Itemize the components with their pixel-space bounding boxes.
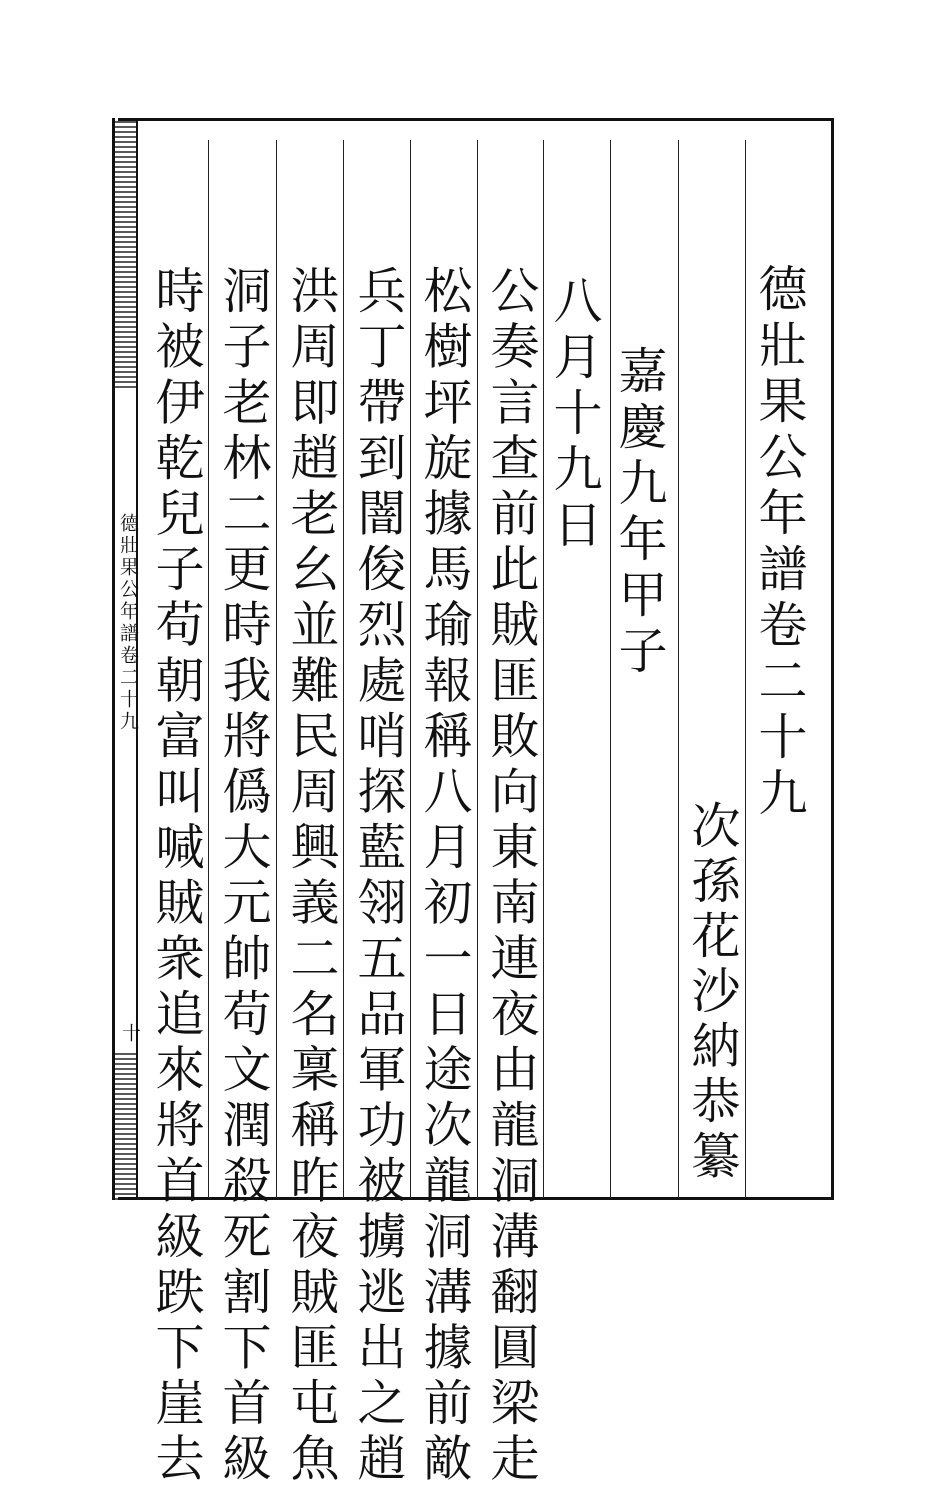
- margin-page-number: 十: [119, 1023, 141, 1042]
- text-column: 洪周即趙老幺並難民周興義二名稟稱昨夜賊匪屯魚: [283, 265, 340, 1488]
- column-rule: [410, 140, 411, 1198]
- margin-book-title: 德壯果公年譜卷二十九: [117, 513, 139, 733]
- column-rule: [343, 140, 344, 1198]
- year-heading: 嘉慶九年甲子: [611, 345, 668, 681]
- column-rule: [543, 140, 544, 1198]
- text-column: 兵丁帶到闇俊烈處哨探藍翎五品軍功被擄逃出之趙: [350, 265, 407, 1488]
- date-heading: 八月十九日: [546, 275, 603, 555]
- column-rule: [276, 140, 277, 1198]
- column-rule: [477, 140, 478, 1198]
- column-rule: [678, 140, 679, 1198]
- text-column: 洞子老林二更時我將僞大元帥苟文潤殺死割下首級: [215, 265, 272, 1488]
- text-column: 時被伊乾兒子苟朝富叫喊賊衆追來將首級跌下崖去: [148, 265, 205, 1488]
- book-title: 德壯果公年譜卷二十九: [751, 263, 808, 823]
- column-rule: [745, 140, 746, 1198]
- compiler-credit: 次孫花沙納恭纂: [684, 800, 741, 1185]
- text-column: 公奏言查前此賊匪敗向東南連夜由龍洞溝翻圓梁走: [483, 265, 540, 1488]
- text-column: 松樹坪旋據馬瑜報稱八月初一日途次龍洞溝據前敵: [416, 265, 473, 1488]
- column-rule: [208, 140, 209, 1198]
